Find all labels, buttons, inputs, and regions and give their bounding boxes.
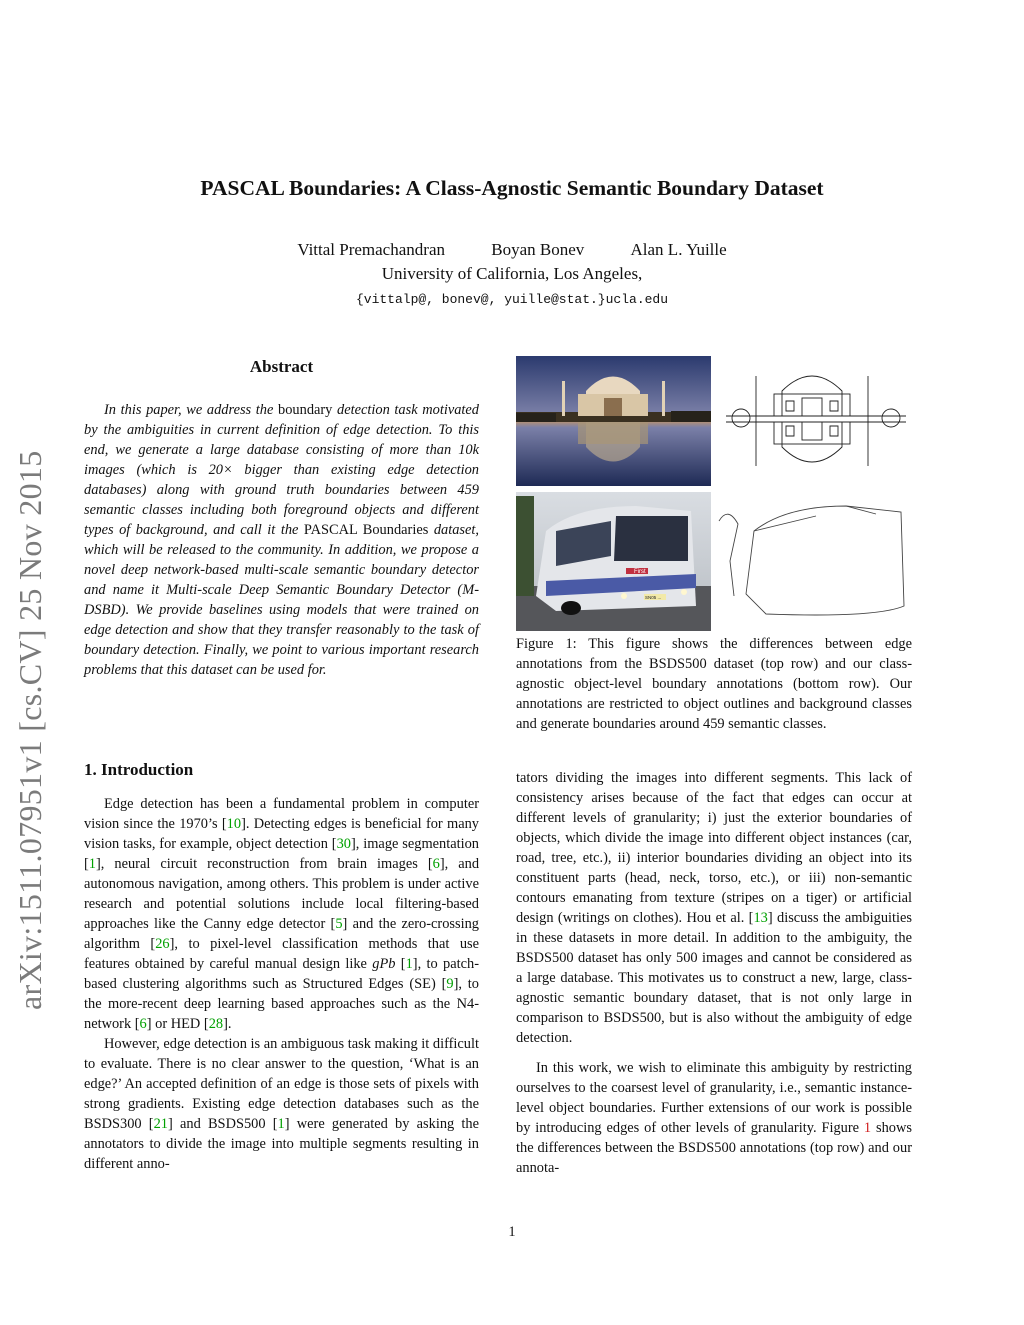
citation-link[interactable]: 21 xyxy=(153,1116,168,1132)
citation-link[interactable]: 9 xyxy=(446,976,454,992)
intro-paragraph-1: Edge detection has been a fundamental problem in computer vision since the 1970’s [10]. Detecting edges is beneficial for many vision tasks, for example, object detection [30], image segmentation [1], neural circuit reconstruction from brain images [6], and autonomous navigation, among others. This problem is under active research and potential solutions include local filtering-based approaches like the Canny edge detector [5] and the zero-crossing algorithm [26], to pixel-level classification methods that use features obtained by careful manual design like gPb [1], to patch-based clustering algorithms such as Structured Edges (SE) [9], to the more-recent deep learning based approaches such as the N4-network [6] or HED [28]. xyxy=(84,796,480,1032)
author-list xyxy=(0,240,1024,260)
bus-photo xyxy=(516,492,711,631)
section-heading-introduction: 1. Introduction xyxy=(84,760,194,779)
figure-caption: Figure 1: This figure shows the differences between edge annotations from the BSDS500 dataset (top row) and our class-agnostic object-level boundary annotations (bottom row). Our annotations are restricted to object outlines and background classes and generate boundaries around 459 semantic classes. xyxy=(516,636,912,732)
page-number: 1 xyxy=(508,1224,516,1240)
author-emails: {vittalp@, bonev@, yuille@stat.}ucla.edu xyxy=(355,292,669,307)
citation-link[interactable]: 30 xyxy=(336,836,351,852)
right-paragraph-1: tators dividing the images into different segments. This lack of consistency arises because of the fact that edges can occur at different levels of granularity; i) just the exterior boundaries of objects, which divide the image into different object instances (car, road, tree, etc.), ii) interior boundaries dividing an object into its constituent parts (head, neck, torso, etc.), or iii) non-semantic contours emanating from texture (stripes on a tiger) or artificial design (writings on clothes). Hou et al. [13] discuss the ambiguities in these datasets in more detail. In addition to the ambiguity, the BSDS500 dataset has only 500 images and cannot be considered as a large database. This motivates us to construct a new, large, class-agnostic semantic boundary dataset, that is not only large in comparison to BSDS500, but is also without the ambiguity of edge detection. xyxy=(516,770,912,1046)
citation-link[interactable]: 26 xyxy=(155,936,170,952)
citation-link[interactable]: 1 xyxy=(88,856,96,872)
affiliation: University of California, Los Angeles, xyxy=(381,264,643,283)
figure-reference-link[interactable]: 1 xyxy=(863,1120,872,1136)
citation-link[interactable]: 13 xyxy=(753,910,768,926)
author-1: Vittal Premachandran xyxy=(297,240,445,259)
abstract-text: In this paper, we address the boundary detection task motivated by the ambiguities in current definition of edge detection. To this end, we generate a large database consisting of more than 10k images (which is 20× bigger than existing edge detection databases) along with ground truth boundaries between 459 semantic classes including both foreground objects and different types of background, and call it the PASCAL Boundaries dataset, which will be released to the community. In addition, we propose a novel deep network-based multi-scale semantic boundary detector and name it Multi-scale Deep Semantic Boundary Detector (M-DSBD). We provide baselines using models that were trained on edge detection and show that they transfer reasonably to the task of boundary detection. Finally, we point to various important research problems that this dataset can be used for. xyxy=(84,402,479,678)
citation-link[interactable]: 6 xyxy=(432,856,440,872)
author-3: Alan L. Yuille xyxy=(630,240,727,259)
citation-link[interactable]: 6 xyxy=(139,1016,147,1032)
citation-link[interactable]: 10 xyxy=(226,816,242,832)
figure-1 xyxy=(516,356,912,631)
author-2: Boyan Bonev xyxy=(491,240,585,259)
taj-mahal-photo xyxy=(516,356,711,486)
right-paragraph-2: In this work, we wish to eliminate this ambiguity by restricting ourselves to the coarsest level of granularity, i.e., semantic instance-level object boundaries. Further extensions of our work is possible by introducing edges of other levels of granularity. Figure 1 shows the differences between the BSDS500 annotations (top row) and our annota- xyxy=(516,1060,912,1176)
citation-link[interactable]: 1 xyxy=(405,956,413,972)
introduction-text xyxy=(84,794,479,1174)
bus-license-plate: SN05 ... xyxy=(645,595,662,600)
right-column-text xyxy=(516,768,912,1178)
intro-paragraph-2: However, edge detection is an ambiguous task making it difficult to evaluate. There is no clear answer to the question, ‘What is an edge?’ An accepted definition of an edge is those sets of pixels with strong gradients. Existing edge detection databases such as the BSDS300 [21] and BSDS500 [1] were generated by asking the annotators to divide the image into multiple segments resulting in different anno- xyxy=(84,1036,479,1172)
taj-mahal-edge-annotation xyxy=(717,356,912,486)
bus-sign-text: First xyxy=(634,569,646,575)
arxiv-stamp: arXiv:1511.07951v1 [cs.CV] 25 Nov 2015 xyxy=(12,450,48,1010)
citation-link[interactable]: 5 xyxy=(335,916,343,932)
citation-link[interactable]: 1 xyxy=(277,1116,285,1132)
abstract-heading: Abstract xyxy=(249,357,314,376)
paper-title: PASCAL Boundaries: A Class-Agnostic Semantic Boundary Dataset xyxy=(200,176,824,200)
citation-link[interactable]: 28 xyxy=(208,1016,224,1032)
bus-boundary-annotation xyxy=(717,492,912,631)
